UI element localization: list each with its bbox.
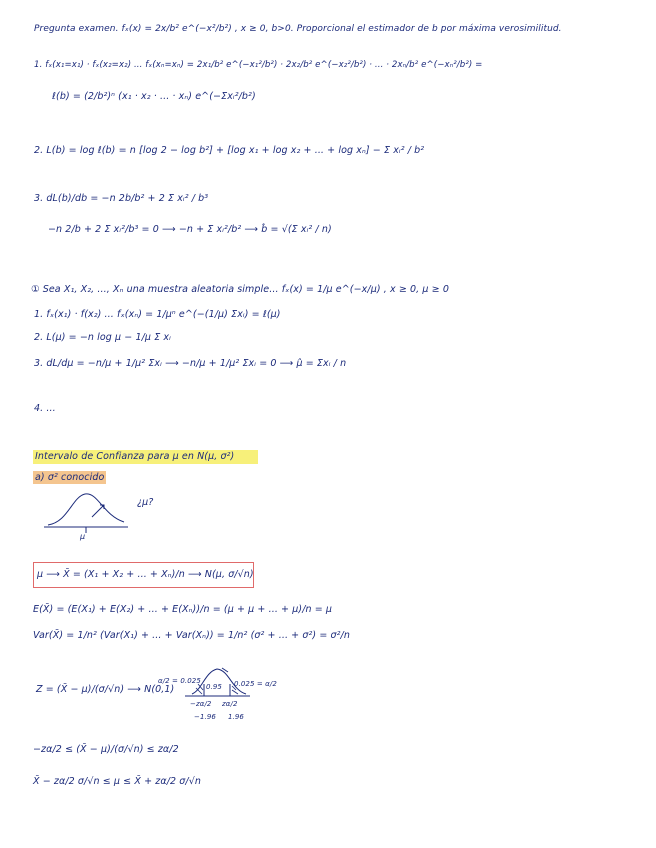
subsection-known-variance: a) σ² conocido	[35, 472, 105, 483]
step-3-estimator-b: −n 2/b + 2 Σ xᵢ²/b³ = 0 ⟶ −n + Σ xᵢ²/b² ⟶ b̂ = √(Σ xᵢ² / n)	[48, 224, 332, 235]
step-1-product: 1. fₓ(x₁=x₁) · fₓ(x₂=x₂) ... fₓ(xₙ=xₙ) = 2x₁/b² e^(−x₁²/b²) · 2x₂/b² e^(−x₂²/b²) · ... · 2xₙ/b² e^(−xₙ²/b²) =	[34, 60, 483, 70]
question-mu: ¿μ?	[137, 497, 154, 508]
minus-z-label: −zα/2	[190, 700, 212, 708]
central-area-label: 0.95	[206, 683, 222, 691]
z-inequality: −zα/2 ≤ (X̄ − μ)/(σ/√n) ≤ zα/2	[33, 744, 179, 755]
exercise-1-statement: ① Sea X₁, X₂, ..., Xₙ una muestra aleatoria simple... fₓ(x) = 1/μ e^(−x/μ) , x ≥ 0, μ ≥ 0	[31, 284, 449, 295]
exercise-1-step-4: 4. ...	[34, 403, 56, 414]
plus-196-label: 1.96	[228, 713, 244, 721]
exercise-1-step-3: 3. dL/dμ = −n/μ + 1/μ² Σxᵢ ⟶ −n/μ + 1/μ² Σxᵢ = 0 ⟶ μ̂ = Σxᵢ / n	[34, 358, 347, 369]
alpha-right-label: 0.025 = α/2	[234, 680, 277, 688]
plus-z-label: zα/2	[222, 700, 238, 708]
step-3-derivative: 3. dL(b)/db = −n 2b/b² + 2 Σ xᵢ² / b³	[34, 193, 209, 204]
step-2-log-likelihood: 2. L(b) = log ℓ(b) = n [log 2 − log b²] + [log x₁ + log x₂ + ... + log xₙ] − Σ xᵢ² / b²	[34, 145, 425, 156]
z-standardization: Z = (X̄ − μ)/(σ/√n) ⟶ N(0,1)	[36, 684, 175, 695]
mu-label: μ	[80, 532, 86, 541]
exercise-1-step-1: 1. fₓ(x₁) · f(x₂) ... fₓ(xₙ) = 1/μⁿ e^(−(1/μ) Σxᵢ) = ℓ(μ)	[34, 309, 281, 320]
exam-question: Pregunta examen. fₓ(x) = 2x/b² e^(−x²/b²) , x ≥ 0, b>0. Proporcional el estimador de b por máxima verosimilitud.	[34, 24, 562, 34]
expectation-sample-mean: E(X̄) = (E(X₁) + E(X₂) + ... + E(Xₙ))/n = (μ + μ + ... + μ)/n = μ	[33, 604, 333, 615]
sample-mean-distribution: μ ⟶ X̄ = (X₁ + X₂ + ... + Xₙ)/n ⟶ N(μ, σ/√n)	[37, 569, 254, 580]
exercise-1-step-2: 2. L(μ) = −n log μ − 1/μ Σ xᵢ	[34, 332, 171, 343]
minus-196-label: −1.96	[194, 713, 216, 721]
alpha-left-label: α/2 = 0.025	[158, 677, 201, 685]
confidence-interval: X̄ − zα/2 σ/√n ≤ μ ≤ X̄ + zα/2 σ/√n	[33, 776, 201, 787]
section-title: Intervalo de Confianza para μ en N(μ, σ²)	[35, 451, 235, 462]
variance-sample-mean: Var(X̄) = 1/n² (Var(X₁) + ... + Var(Xₙ)) = 1/n² (σ² + ... + σ²) = σ²/n	[33, 630, 350, 641]
likelihood-b: ℓ(b) = (2/b²)ⁿ (x₁ · x₂ · ... · xₙ) e^(−Σxᵢ²/b²)	[52, 91, 256, 102]
